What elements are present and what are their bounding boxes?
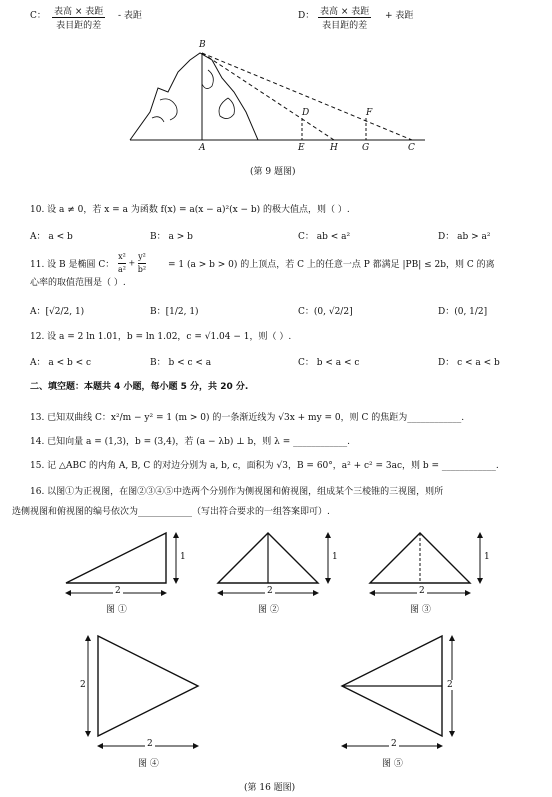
fig1-caption: 图 ① [106, 605, 127, 615]
q10-option-a: A： a < b [30, 232, 73, 242]
q11-stem-part2: = 1 (a > b > 0) 的上顶点，若 C 上的任意一点 P 都满足 |PB| ≤ 2b，则 C 的离 [168, 260, 495, 270]
fig9-label-a: A [199, 143, 206, 153]
q16-stem-line1: 16. 以图①为正视图，在图②③④⑤中选两个分别作为侧视图和俯视图，组成某个三棱锥的三视图，则所 [30, 487, 444, 497]
q9-option-d-label: D： [298, 11, 315, 21]
fig4-caption: 图 ④ [138, 759, 159, 769]
fig3-height-label: 1 [484, 552, 490, 562]
q14-stem: 14. 已知向量 a = (1,3)，b = (3,4)，若 (a − λb) ⊥ b，则 λ = ____________. [30, 437, 350, 447]
q11-ellipse-equation: $\frac{\text{x²}}{\text{a²}}$ + $\frac{\text{y²}}{\text{b²}}$ [118, 252, 147, 274]
fig2-width-label: 2 [267, 586, 273, 596]
fig5-height-label: 2 [447, 680, 453, 690]
fig4-height-label: 2 [80, 680, 86, 690]
fig9-label-c: C [408, 143, 415, 153]
fig3-caption: 图 ③ [410, 605, 431, 615]
section-2-heading: 二、填空题：本题共 4 小题，每小题 5 分，共 20 分. [30, 382, 249, 392]
q13-stem: 13. 已知双曲线 C：x²/m − y² = 1 (m > 0) 的一条渐近线为 √3x + my = 0，则 C 的焦距为____________. [30, 413, 465, 423]
fig9-label-f: F [366, 108, 373, 118]
q9-option-c-denominator: 表目距的差 [56, 21, 102, 31]
q9-option-c-label: C： [30, 11, 46, 21]
q11-option-d: D：(0, 1/2] [438, 307, 488, 317]
fig9-label-g: G [362, 143, 370, 153]
fig5-caption: 图 ⑤ [382, 759, 403, 769]
fig3-width-label: 2 [419, 586, 425, 596]
q11-option-c: C：(0, √2/2] [298, 307, 353, 317]
fig5-width-label: 2 [391, 739, 397, 749]
q10-stem: 10. 设 a ≠ 0，若 x = a 为函数 f(x) = a(x − a)²(x − b) 的极大值点，则（ ）. [30, 205, 350, 215]
q12-stem: 12. 设 a = 2 ln 1.01，b = ln 1.02，c = √1.04 − 1，则（ ）. [30, 332, 292, 342]
fig9-label-h: H [330, 143, 338, 153]
q9-option-d-tail: + 表距 [385, 11, 414, 21]
q9-option-c-numerator: 表高 × 表距 [52, 4, 105, 18]
q12-option-d: D： c < a < b [438, 358, 500, 368]
q11-stem-part1: 11. 设 B 是椭圆 C： [30, 260, 115, 270]
fig9-label-e: E [298, 143, 305, 153]
fig2-height-label: 1 [332, 552, 338, 562]
q10-option-d: D： ab > a² [438, 232, 491, 242]
fig9-label-b: B [199, 40, 206, 50]
fig9-label-d: D [302, 108, 310, 118]
q15-stem: 15. 记 △ABC 的内角 A, B, C 的对边分别为 a, b, c，面积为 √3，B = 60°，a² + c² = 3ac，则 b = ____________. [30, 461, 499, 471]
q9-option-d-denominator: 表目距的差 [322, 21, 368, 31]
fig1-width-label: 2 [115, 586, 121, 596]
q11-option-b: B：[1/2, 1) [150, 307, 199, 317]
q12-option-b: B： b < c < a [150, 358, 212, 368]
figure-9-caption: (第 9 题图) [250, 167, 296, 177]
figure-16-caption: (第 16 题图) [244, 783, 296, 793]
q11-option-a: A：[√2/2, 1) [30, 307, 85, 317]
fig1-height-label: 1 [180, 552, 186, 562]
q9-option-d-numerator: 表高 × 表距 [318, 4, 371, 18]
q12-option-a: A： a < b < c [30, 358, 92, 368]
fig4-width-label: 2 [147, 739, 153, 749]
q11-stem-line2: 心率的取值范围是（ ）. [30, 278, 126, 288]
q12-option-c: C： b < a < c [298, 358, 360, 368]
q10-option-b: B： a > b [150, 232, 193, 242]
q9-option-c-tail: - 表距 [118, 11, 142, 21]
q10-option-c: C： ab < a² [298, 232, 351, 242]
q16-stem-line2: 选侧视图和俯视图的编号依次为____________（写出符合要求的一组答案即可）. [12, 507, 330, 517]
fig2-caption: 图 ② [258, 605, 279, 615]
